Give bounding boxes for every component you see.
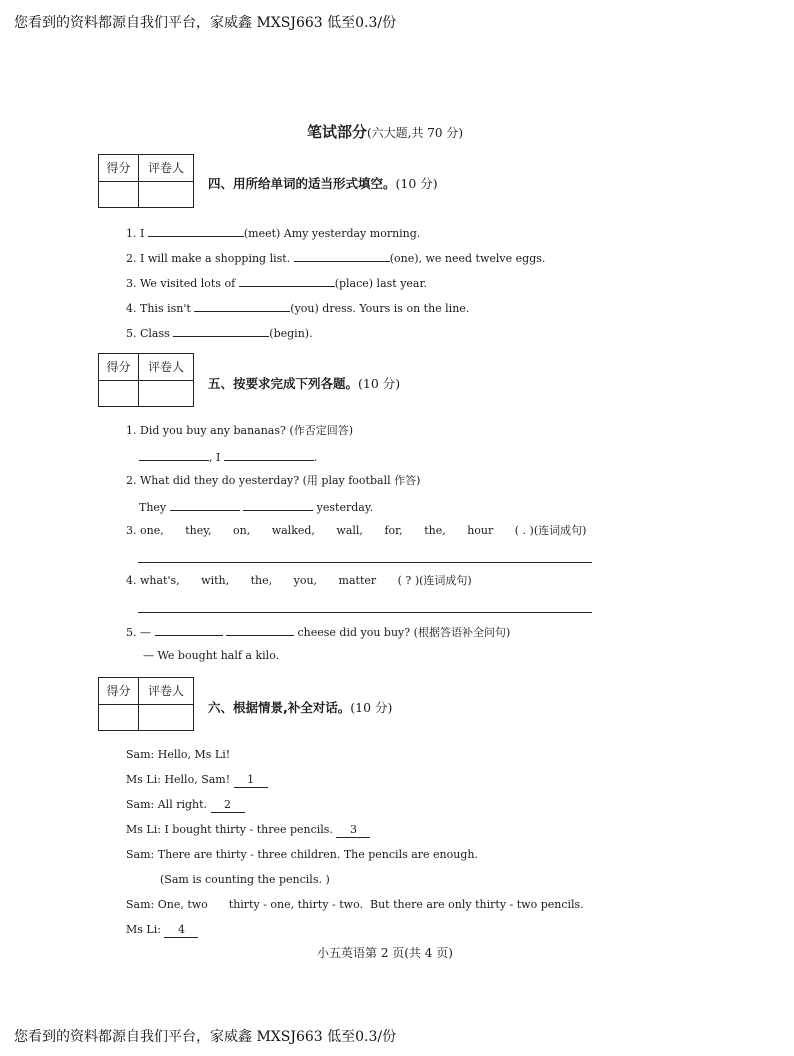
answer-text: They [139,501,167,514]
item-text: (you) dress. Yours is on the line. [290,302,470,315]
speaker: Sam: [126,798,155,811]
s4-item-5 [126,325,313,341]
dialogue-blank-2[interactable]: 2 [211,798,245,813]
item-number: 3. [126,277,137,290]
word: matter [338,574,377,587]
answer-text: yesterday. [316,501,374,514]
s5-q1 [126,424,353,438]
item-text: (begin). [269,327,313,340]
speaker: Sam: [126,898,155,911]
dialogue-text: There are thirty - three children. The pencils are enough. [157,848,478,861]
page-footer: 小五英语第 2 页(共 4 页) [317,946,453,960]
item-number: 2. [126,252,137,265]
answer-blank[interactable] [226,624,294,636]
grader-cell[interactable] [139,705,193,730]
dialogue-line-8 [126,923,198,938]
dialogue-line-5 [126,848,478,862]
word: on, [232,524,251,537]
answer-blank[interactable] [139,449,209,461]
score-label: 得分 [99,354,139,381]
dialogue-text: One, two thirty - one, thirty - two. But there are only thirty - two pencils. [157,898,584,911]
dialogue-line-7 [126,898,584,912]
s4-item-2 [126,250,545,266]
promo-banner-bottom: 您看到的资料都源自我们平台，家威鑫 MXSJ663 低至0.3/份 [14,1029,397,1045]
score-cell[interactable] [99,705,139,730]
section5-title: 五、按要求完成下列各题。 [208,376,359,391]
score-label: 得分 [99,678,139,705]
word: one, [140,524,164,537]
section6-points: (10 分) [350,700,393,715]
item-text: I will make a shopping list. [140,252,291,265]
title-main: 笔试部分 [306,123,367,141]
item-number: 3. [126,524,137,537]
question-instruction: ( . )(连词成句) [514,524,587,537]
answer-blank[interactable] [155,624,223,636]
word: they, [185,524,212,537]
s5-q3 [126,524,586,538]
answer-blank[interactable] [194,300,290,312]
section4-heading [208,174,438,192]
section4-points: (10 分) [395,176,438,191]
answer-blank[interactable] [170,499,240,511]
item-number: 5. [126,327,137,340]
item-text: I [140,227,145,240]
question-text: What did they do yesterday? (用 play football 作答) [140,474,421,487]
answer-blank[interactable] [294,250,390,262]
answer-blank[interactable] [173,325,269,337]
grader-label: 评卷人 [139,678,193,705]
score-label: 得分 [99,155,139,182]
speaker: Sam: [126,748,155,761]
item-text: Class [140,327,170,340]
word: wall, [336,524,363,537]
word: with, [201,574,230,587]
s5-q2 [126,474,420,488]
item-number: 1. [126,227,137,240]
title-sub: (六大题,共 70 分) [366,126,464,140]
section5-heading [208,374,400,392]
dialogue-text: Hello, Ms Li! [157,748,231,761]
answer-blank[interactable] [243,499,313,511]
answer-text: . [313,451,318,464]
item-text: (one), we need twelve eggs. [389,252,546,265]
word: hour [467,524,494,537]
s5-q5-answer: — We bought half a kilo. [143,649,280,662]
speaker: Sam: [126,848,155,861]
word: for, [384,524,403,537]
s4-item-4 [126,300,469,316]
dialogue-blank-3[interactable]: 3 [336,823,370,838]
item-text: This isn't [140,302,191,315]
grader-label: 评卷人 [139,354,193,381]
word: what's, [140,574,180,587]
item-number: 4. [126,302,137,315]
dialogue-line-4 [126,823,370,838]
word: you, [293,574,318,587]
answer-text: , I [209,451,221,464]
answer-blank[interactable] [224,449,314,461]
dialogue-text: (Sam is counting the pencils. ) [160,873,330,886]
item-text: (place) last year. [334,277,428,290]
dialogue-blank-1[interactable]: 1 [234,773,268,788]
score-box-section6 [98,677,194,731]
question-text: cheese did you buy? (根据答语补全问句) [297,626,511,639]
dash: — [140,626,151,639]
answer-blank[interactable] [239,275,335,287]
grader-cell[interactable] [139,381,193,406]
dialogue-blank-4[interactable]: 4 [164,923,198,938]
s4-item-1 [126,225,420,241]
item-text: We visited lots of [140,277,236,290]
dialogue-line-1 [126,748,230,762]
word: the, [424,524,446,537]
item-number: 5. [126,626,137,639]
score-box-section4 [98,154,194,208]
promo-banner-top: 您看到的资料都源自我们平台，家威鑫 MXSJ663 低至0.3/份 [14,15,397,31]
s5-q1-answer [139,449,317,465]
s5-q2-answer [139,499,373,515]
section6-heading [208,698,392,716]
s5-q5 [126,624,510,640]
score-cell[interactable] [99,182,139,207]
item-text: (meet) Amy yesterday morning. [243,227,421,240]
word: the, [250,574,273,587]
dialogue-stage-direction [160,873,330,887]
speaker: Ms Li: [126,773,161,786]
question-instruction: ( ? )(连词成句) [397,574,472,587]
dialogue-text: I bought thirty - three pencils. [164,823,333,836]
page-title [0,121,770,142]
dialogue-text: All right. [157,798,208,811]
item-number: 4. [126,574,137,587]
s4-item-3 [126,275,427,291]
answer-line-q4[interactable] [138,612,592,613]
question-text: Did you buy any bananas? (作否定回答) [140,424,353,437]
score-cell[interactable] [99,381,139,406]
dialogue-line-2 [126,773,268,788]
section4-title: 四、用所给单词的适当形式填空。 [208,176,396,191]
grader-cell[interactable] [139,182,193,207]
dialogue-line-3 [126,798,245,813]
answer-blank[interactable] [148,225,244,237]
word: walked, [271,524,315,537]
score-box-section5 [98,353,194,407]
speaker: Ms Li: [126,923,161,936]
grader-label: 评卷人 [139,155,193,182]
dialogue-text: Hello, Sam! [164,773,231,786]
section6-title: 六、根据情景,补全对话。 [208,700,351,715]
item-number: 1. [126,424,137,437]
speaker: Ms Li: [126,823,161,836]
item-number: 2. [126,474,137,487]
s5-q4 [126,574,472,588]
answer-line-q3[interactable] [138,562,592,563]
section5-points: (10 分) [358,376,401,391]
